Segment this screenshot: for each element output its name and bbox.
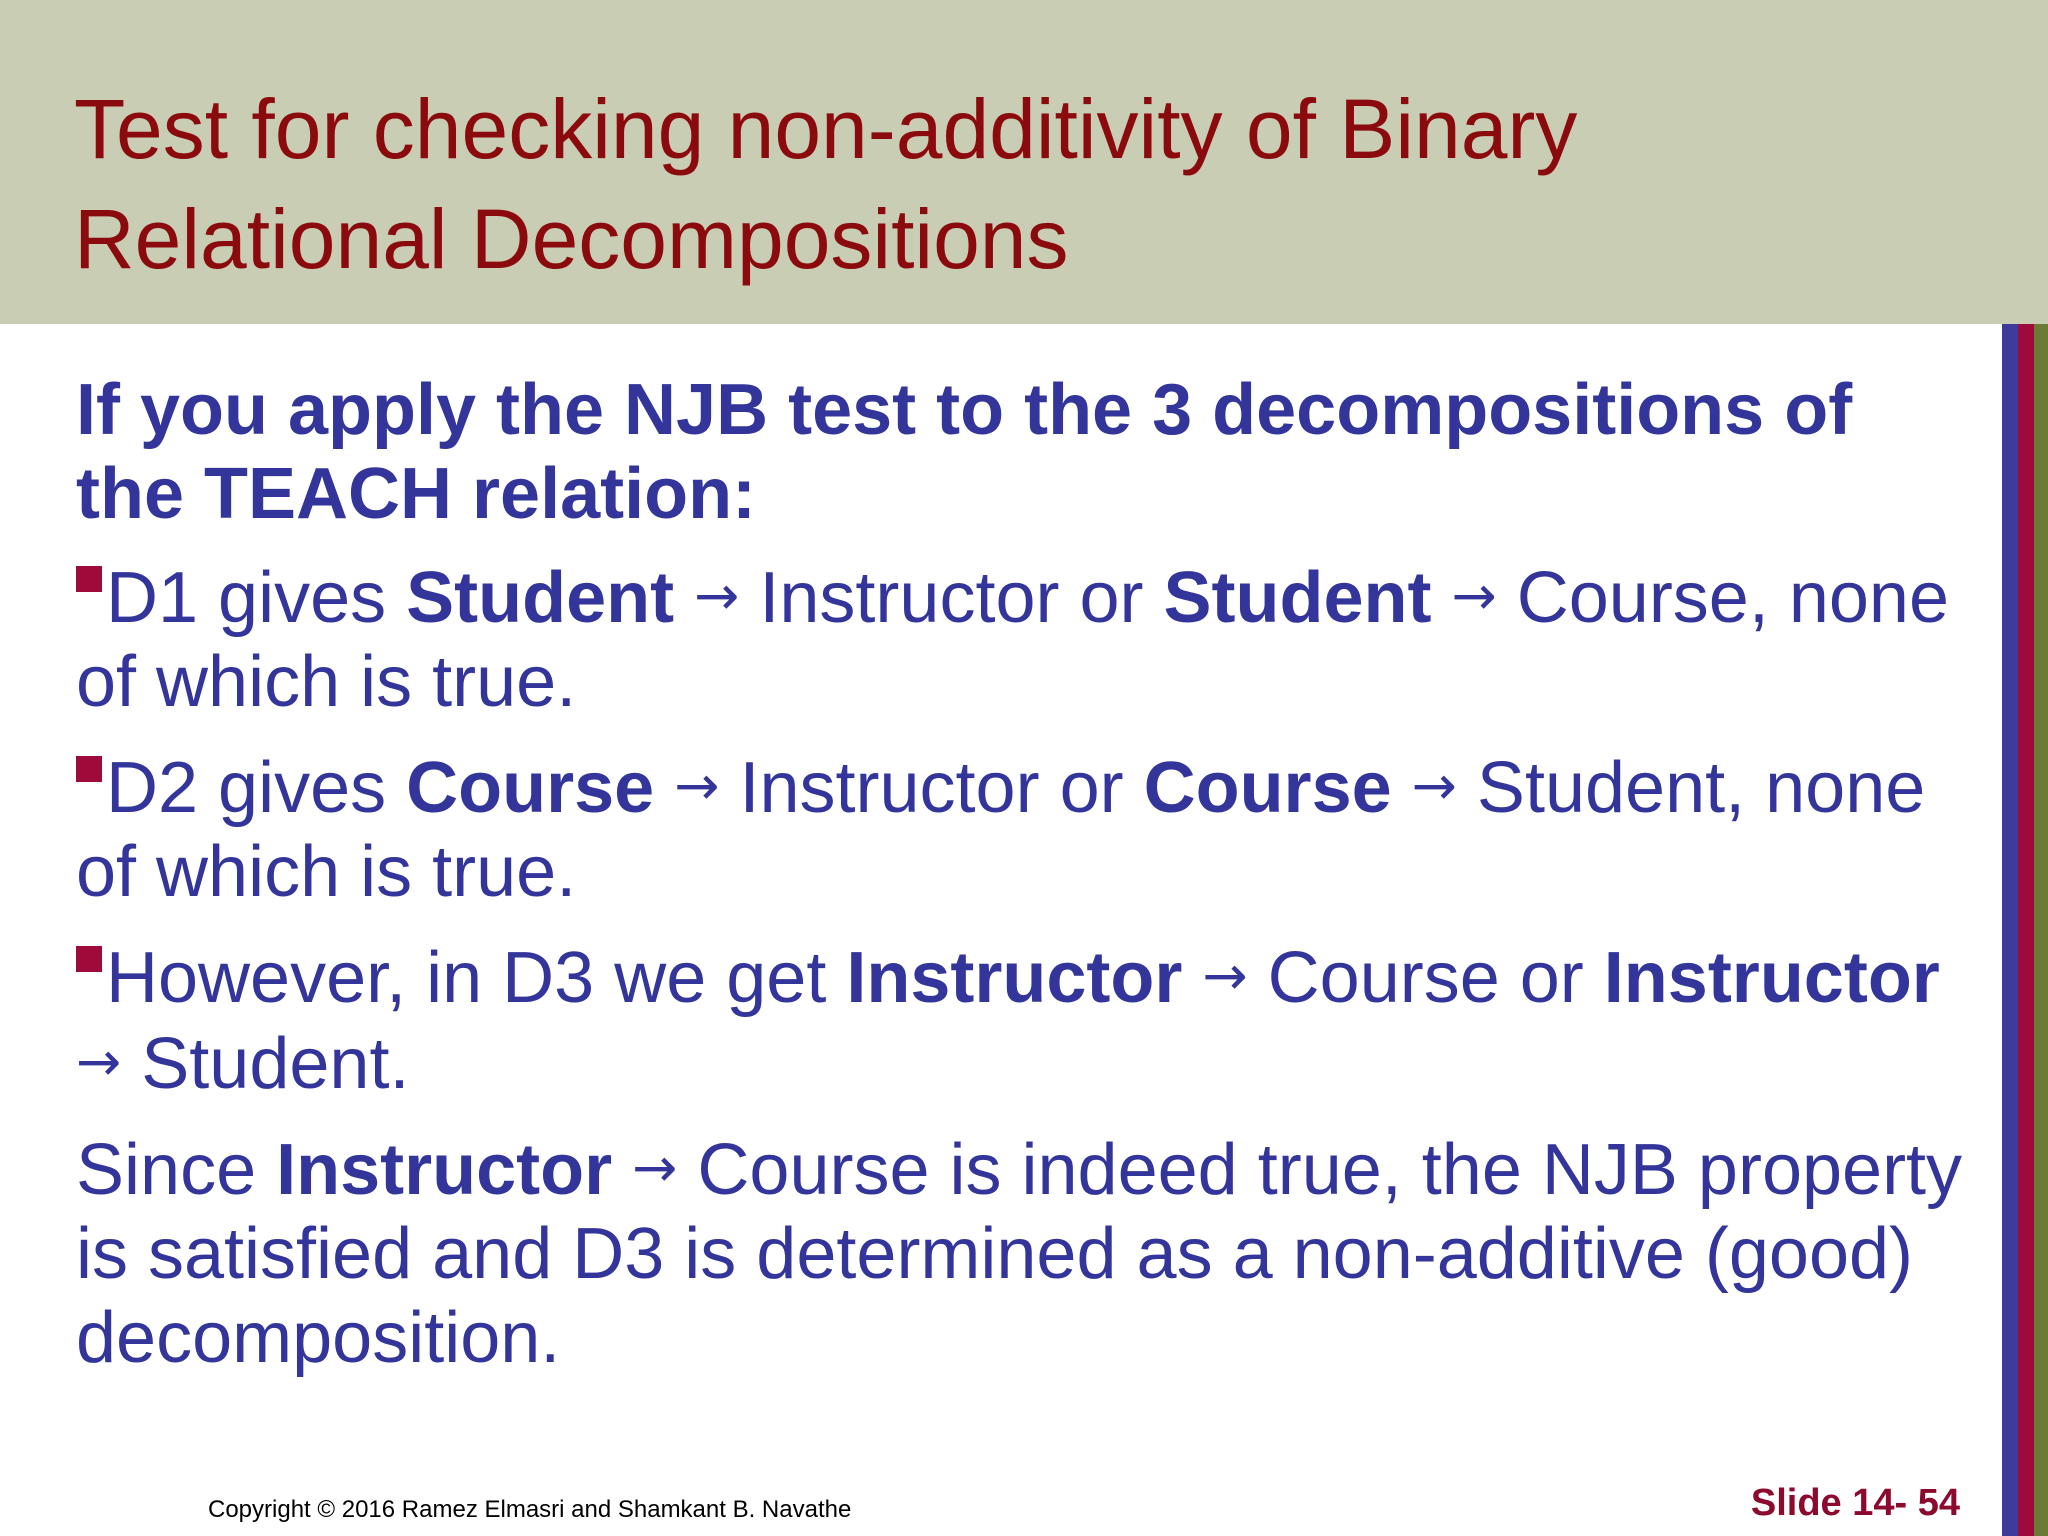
arrow-icon: → [1411, 754, 1457, 817]
intro-text: If you apply the NJB test to the 3 decompositions of the TEACH relation: [76, 370, 1853, 534]
bold-term: Instructor [276, 1130, 613, 1210]
conclusion-part: Since [76, 1130, 277, 1210]
bold-term: Course [406, 748, 655, 828]
title-bar [0, 0, 2048, 324]
stripe-red [2018, 324, 2034, 1536]
bullet-square-icon [76, 946, 102, 972]
bullet-square-icon [76, 566, 102, 592]
bullet-square-icon [76, 756, 102, 782]
bullet-text: Course, none of which is true. [76, 558, 1950, 722]
arrow-icon: → [1451, 564, 1497, 627]
bullet-text: Student. [121, 1024, 410, 1104]
copyright-notice: Copyright © 2016 Ramez Elmasri and Shamkant B. Navathe [208, 1496, 852, 1523]
bold-term: Instructor [846, 938, 1183, 1018]
bullet-d3 [76, 934, 1976, 1106]
slide-number: Slide 14- 54 [1750, 1482, 1960, 1524]
bullet-text: D1 gives [106, 558, 407, 638]
bullet-d1 [76, 554, 1976, 724]
stripe-blue [2002, 324, 2018, 1536]
arrow-icon: → [674, 754, 720, 817]
bullet-text: Instructor or [739, 558, 1164, 638]
bullet-text: D2 gives [106, 748, 407, 828]
conclusion-text [76, 1126, 1976, 1380]
arrow-icon: → [632, 1136, 678, 1199]
stripe-green [2034, 324, 2048, 1536]
slide-title: Test for checking non-additivity of Binary Relational Decompositions [74, 82, 1578, 286]
arrow-icon: → [1202, 944, 1248, 1007]
bold-term: Course [1143, 748, 1392, 828]
bullet-d2 [76, 744, 1976, 914]
decorative-side-stripes [2002, 324, 2048, 1536]
bullet-text: However, in D3 we get [106, 938, 847, 1018]
slide-body [76, 368, 1976, 1400]
bullet-text: Instructor or [719, 748, 1144, 828]
bullet-text: Student, none of which is true. [76, 748, 1926, 912]
conclusion-part: Course is indeed true, the NJB property is satisfied and D3 is determined as a non-additive (good) decomposition. [76, 1130, 1963, 1378]
bold-term: Student [1163, 558, 1432, 638]
bold-term: Instructor [1603, 938, 1940, 1018]
bold-term: Student [406, 558, 675, 638]
arrow-icon: → [76, 1030, 122, 1093]
bullet-text: Course or [1247, 938, 1604, 1018]
arrow-icon: → [694, 564, 740, 627]
